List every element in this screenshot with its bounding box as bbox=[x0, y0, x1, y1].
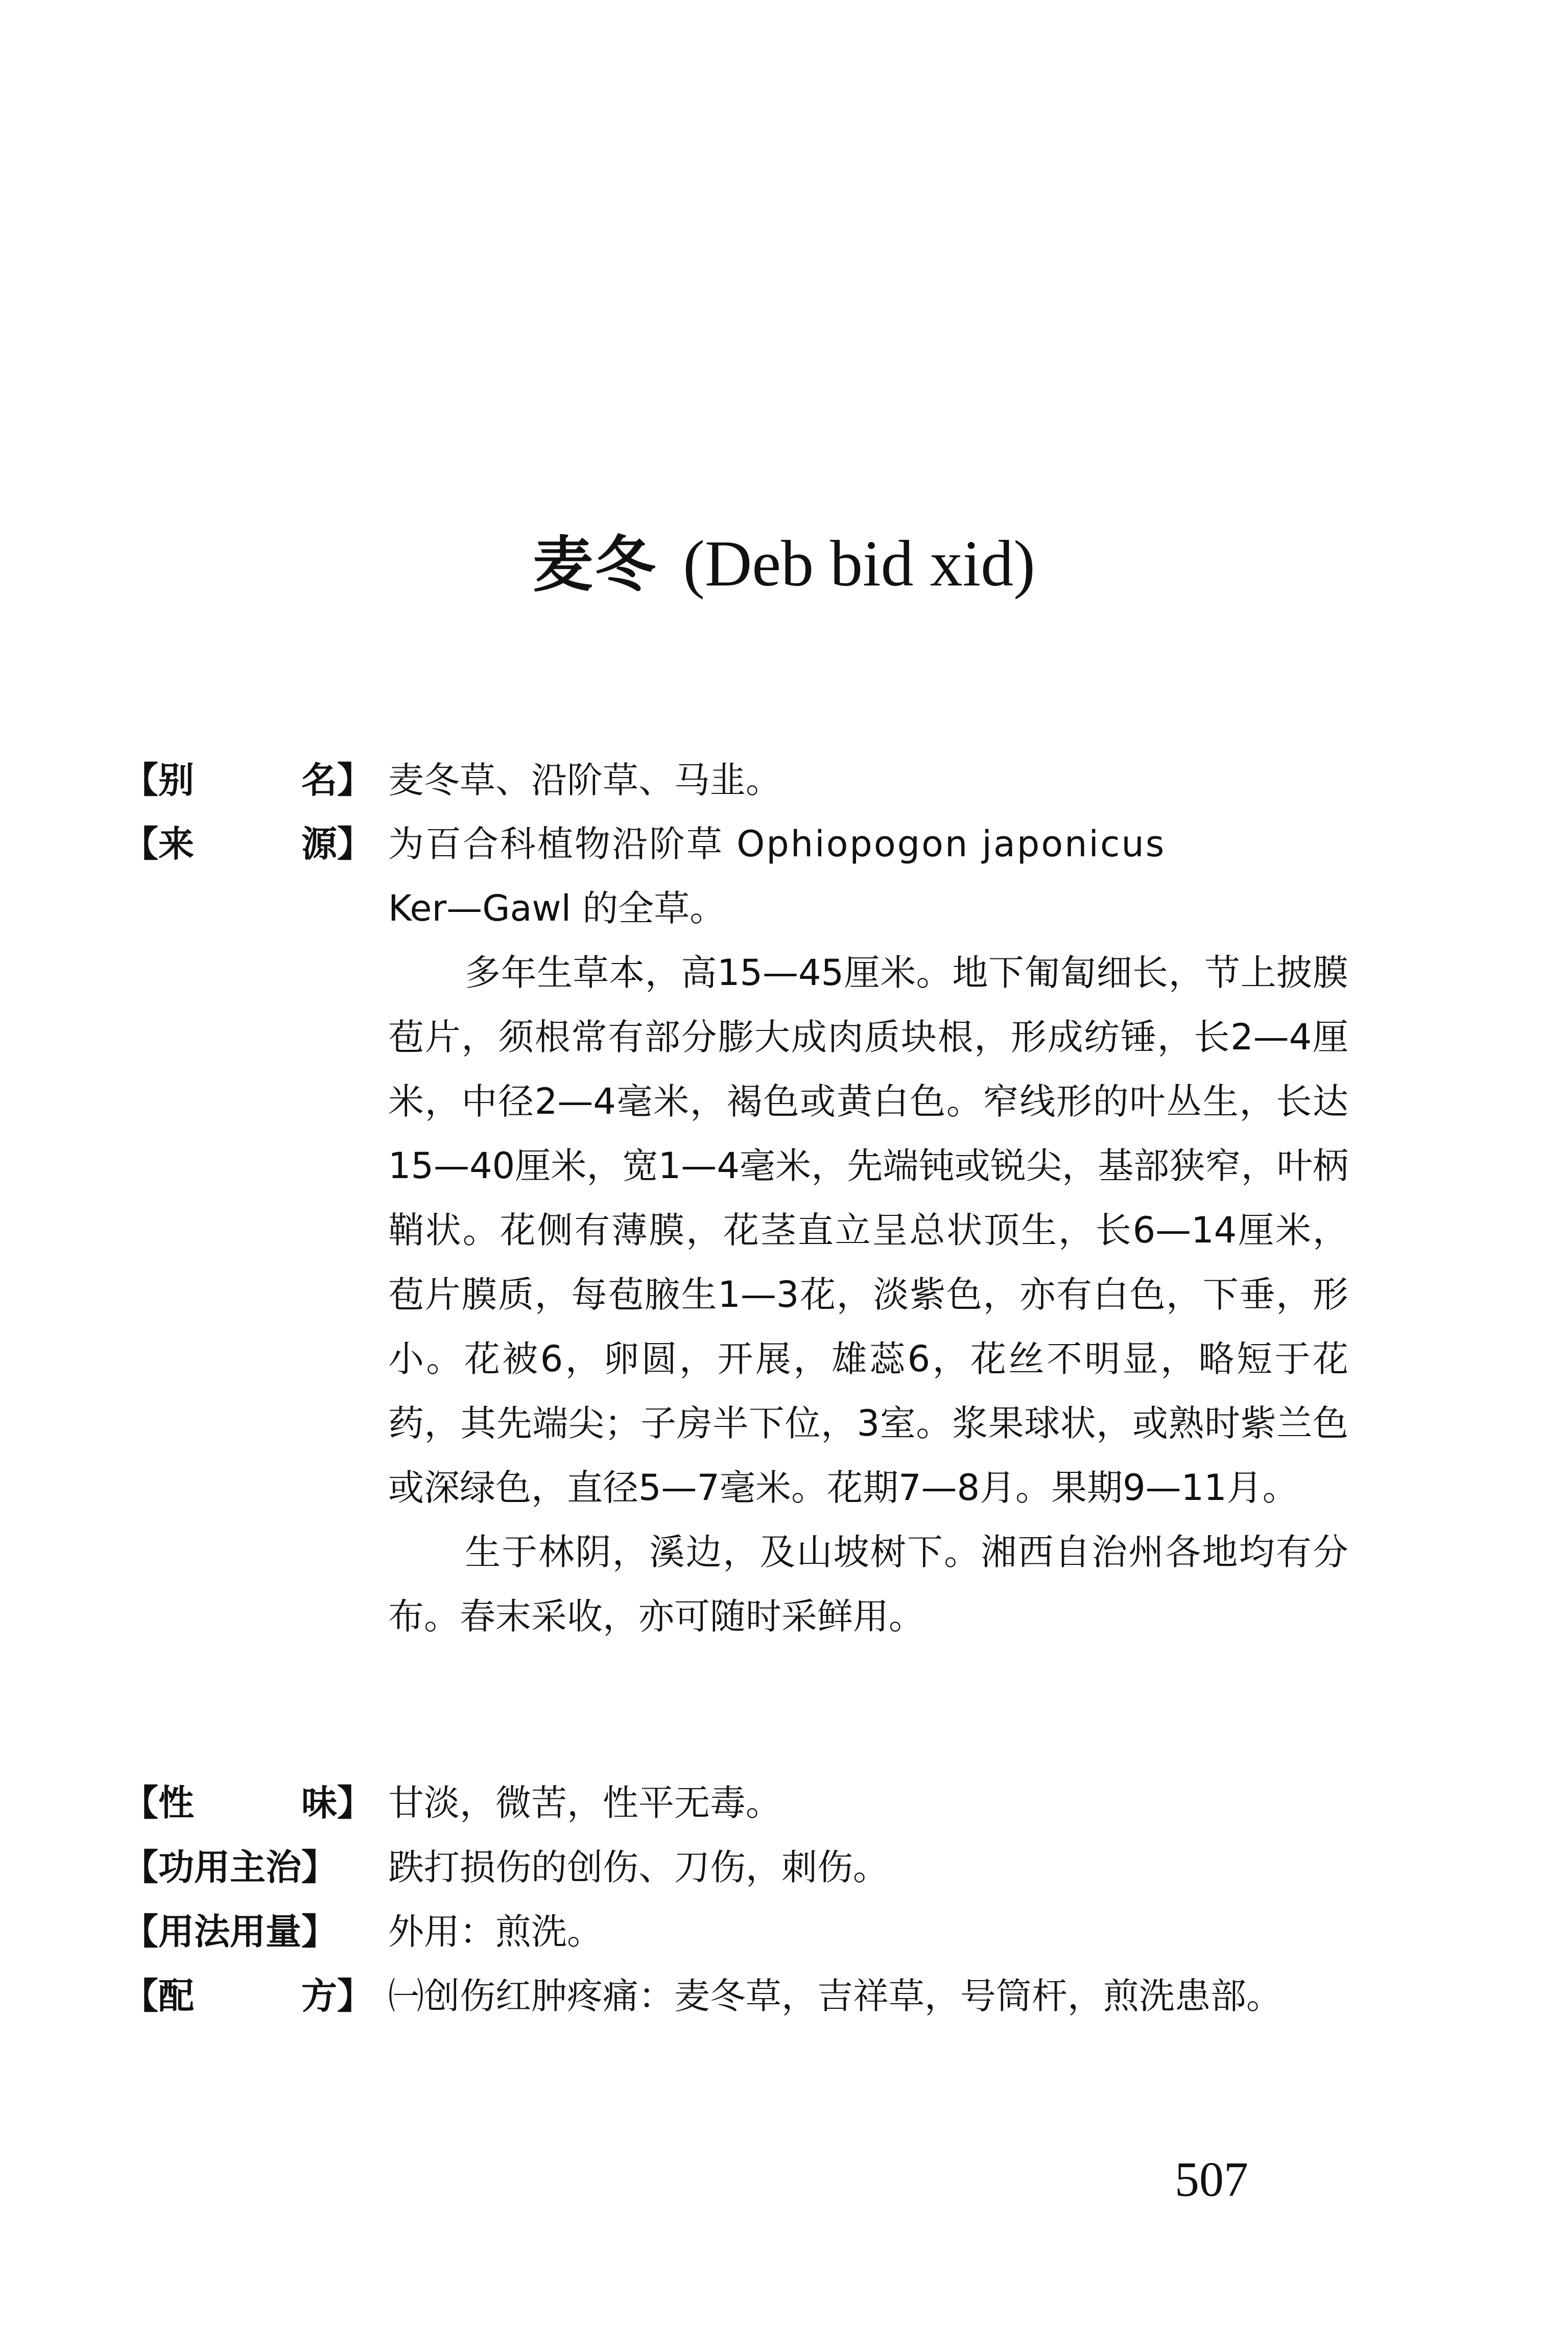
taste-text: 甘淡，微苦，性平无毒。 bbox=[388, 1782, 781, 1824]
source-author: Ker—Gawl 的全草。 bbox=[388, 887, 726, 929]
source-habitat: 生于林阴，溪边，及山坡树下。湘西自治州各地均有分布。春末采收，亦可随时采鲜用。 bbox=[388, 1531, 1348, 1637]
label-alias: 【 别 名 】 bbox=[123, 759, 373, 801]
label-formula: 【 配 方 】 bbox=[123, 1975, 373, 2017]
label-usage: 【用法用量】 bbox=[123, 1911, 337, 1953]
source-text bbox=[388, 812, 1348, 1649]
function-text: 跌打损伤的创伤、刀伤，刺伤。 bbox=[388, 1846, 889, 1888]
source-species: 为百合科植物沿阶草 Ophiopogon japonicus bbox=[388, 823, 1166, 865]
usage-text: 外用：煎洗。 bbox=[388, 1911, 603, 1953]
source-description: 多年生草本，高15—45厘米。地下匍匐细长，节上披膜苞片，须根常有部分膨大成肉质块根，形成纺锤，长2—4厘米，中径2—4毫米，褐色或黄白色。窄线形的叶丛生，长达15—40厘米，宽1—4毫米，先端钝或锐尖，基部狭窄，叶柄鞘状。花侧有薄膜，花茎直立呈总状顶生，长6—14厘米，苞片膜质，每苞腋生1—3花，淡紫色，亦有白色，下垂，形小。花被6，卵圆，开展，雄蕊6，花丝不明显，略短于花药，其先端尖；子房半下位，3室。浆果球状，或熟时紫兰色或深绿色，直径5—7毫米。花期7—8月。果期9—11月。 bbox=[388, 952, 1348, 1509]
label-function: 【功用主治】 bbox=[123, 1846, 337, 1888]
page-number: 507 bbox=[1175, 2152, 1248, 2207]
label-source: 【 来 源 】 bbox=[123, 823, 373, 865]
entry-title bbox=[0, 516, 1568, 603]
title-chinese: 麦冬 bbox=[533, 529, 658, 600]
alias-text: 麦冬草、沿阶草、马韭。 bbox=[388, 759, 781, 801]
formula-text: ㈠创伤红肿疼痛：麦冬草，吉祥草，号筒杆，煎洗患部。 bbox=[388, 1975, 1282, 2017]
title-latin: (Deb bid xid) bbox=[683, 527, 1035, 600]
label-taste: 【 性 味 】 bbox=[123, 1782, 373, 1824]
